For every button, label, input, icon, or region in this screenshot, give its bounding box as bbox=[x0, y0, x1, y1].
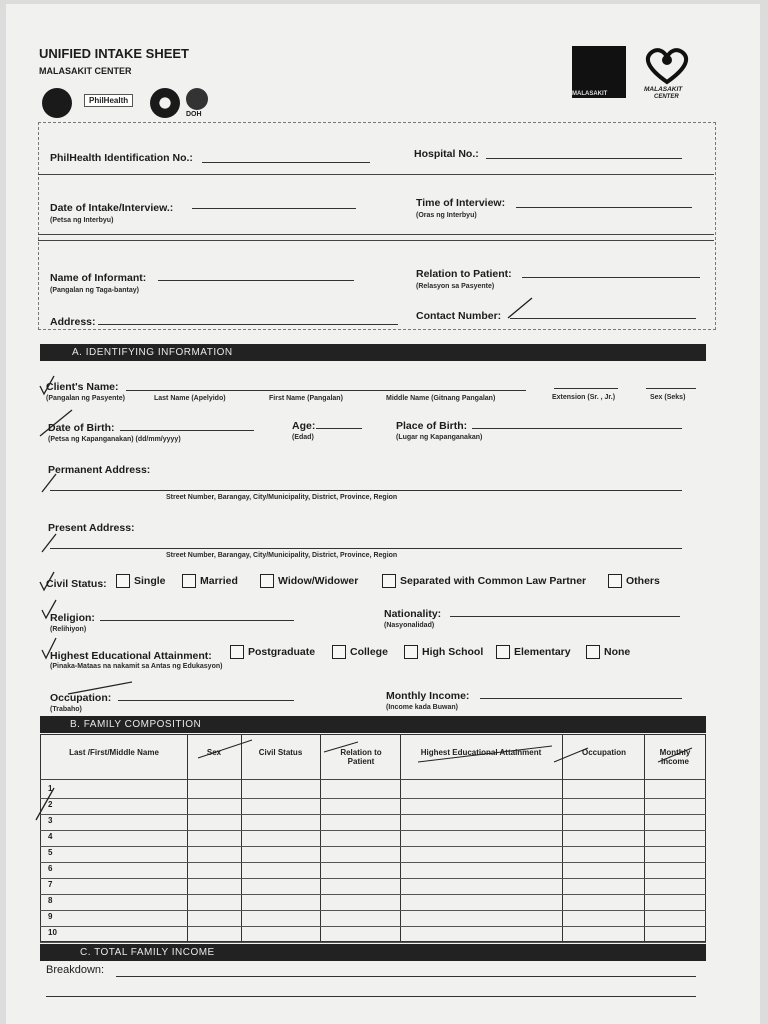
date-intake-label: Date of Intake/Interview.: bbox=[50, 202, 174, 214]
row-number: 3 bbox=[48, 816, 53, 825]
address-label: Address: bbox=[50, 316, 96, 328]
dob-tl: (Petsa ng Kapanganakan) (dd/mm/yyyy) bbox=[48, 436, 181, 443]
row-number: 5 bbox=[48, 848, 53, 857]
breakdown-label: Breakdown: bbox=[46, 964, 105, 976]
check-mark bbox=[506, 294, 536, 320]
middle-name-hint: Middle Name (Gitnang Pangalan) bbox=[386, 395, 496, 402]
check-mark bbox=[656, 746, 696, 764]
col-header-monthly-income: Monthly Income bbox=[659, 748, 691, 766]
religion-label: Religion: bbox=[50, 612, 95, 624]
education-option-none[interactable]: None bbox=[586, 645, 630, 659]
nationality-tl: (Nasyonalidad) bbox=[384, 622, 435, 629]
philhealth-id-label: PhilHealth Identification No.: bbox=[50, 152, 193, 164]
row-number: 4 bbox=[48, 832, 53, 841]
civil-option-others[interactable]: Others bbox=[608, 574, 660, 588]
table-row[interactable] bbox=[40, 894, 706, 895]
checkbox[interactable] bbox=[496, 645, 510, 659]
permanent-address-field[interactable] bbox=[50, 490, 682, 491]
contact-label: Contact Number: bbox=[416, 310, 502, 322]
present-address-field[interactable] bbox=[50, 548, 682, 549]
civil-option-widow[interactable]: Widow/Widower bbox=[260, 574, 358, 588]
address-field[interactable] bbox=[98, 324, 398, 325]
section-a-heading: A. IDENTIFYING INFORMATION bbox=[40, 344, 706, 361]
dob-label: Date of Birth: bbox=[48, 422, 115, 434]
table-row[interactable] bbox=[40, 814, 706, 815]
checkbox[interactable] bbox=[586, 645, 600, 659]
philhealth-id-field[interactable] bbox=[202, 162, 370, 163]
age-label: Age: bbox=[292, 420, 316, 432]
relation-tl: (Relasyon sa Pasyente) bbox=[416, 283, 495, 290]
table-row[interactable] bbox=[40, 830, 706, 831]
occupation-label: Occupation: bbox=[50, 692, 112, 704]
education-option-elementary[interactable]: Elementary bbox=[496, 645, 571, 659]
check-mark bbox=[40, 532, 60, 554]
checkbox[interactable] bbox=[608, 574, 622, 588]
time-interview-label: Time of Interview: bbox=[416, 197, 506, 209]
nationality-label: Nationality: bbox=[384, 608, 442, 620]
civil-status-label: Civil Status: bbox=[46, 578, 107, 590]
dob-field[interactable] bbox=[120, 430, 254, 431]
doh-logo-text: DOH bbox=[186, 111, 202, 118]
col-header-occupation: Occupation bbox=[581, 748, 626, 757]
hospital-no-label: Hospital No.: bbox=[414, 148, 479, 160]
check-mark bbox=[34, 786, 58, 822]
row-number: 9 bbox=[48, 912, 53, 921]
row-number: 1 bbox=[48, 784, 53, 793]
row-number: 7 bbox=[48, 880, 53, 889]
education-tl: (Pinaka-Mataas na nakamit sa Antas ng Edukasyon) bbox=[50, 663, 223, 670]
doh-seal-logo bbox=[186, 88, 208, 110]
client-name-field[interactable] bbox=[126, 390, 526, 391]
table-row[interactable] bbox=[40, 846, 706, 847]
check-mark bbox=[66, 680, 136, 696]
table-header-divider bbox=[40, 779, 706, 780]
checkbox[interactable] bbox=[182, 574, 196, 588]
time-interview-tl: (Oras ng Interbyu) bbox=[416, 212, 477, 219]
breakdown-field-2[interactable] bbox=[46, 996, 696, 997]
row-number: 2 bbox=[48, 800, 53, 809]
form-subtitle: MALASAKIT CENTER bbox=[39, 66, 132, 76]
row-number: 8 bbox=[48, 896, 53, 905]
checkbox[interactable] bbox=[116, 574, 130, 588]
extension-hint: Extension (Sr. , Jr.) bbox=[552, 394, 616, 401]
age-tl: (Edad) bbox=[292, 434, 314, 441]
pob-field[interactable] bbox=[472, 428, 682, 429]
client-name-tl: (Pangalan ng Pasyente) bbox=[46, 395, 125, 402]
malasakit-right-text-bottom: CENTER bbox=[654, 94, 679, 100]
extension-field[interactable] bbox=[554, 388, 618, 389]
col-header-name: Last /First/Middle Name bbox=[69, 748, 159, 757]
religion-field[interactable] bbox=[100, 620, 294, 621]
section-c-heading: C. TOTAL FAMILY INCOME bbox=[40, 944, 706, 961]
monthly-income-tl: (Income kada Buwan) bbox=[386, 704, 458, 711]
informant-tl: (Pangalan ng Taga-bantay) bbox=[50, 287, 139, 294]
civil-option-single[interactable]: Single bbox=[116, 574, 166, 588]
sex-field[interactable] bbox=[646, 388, 696, 389]
education-option-highschool[interactable]: High School bbox=[404, 645, 483, 659]
checkbox[interactable] bbox=[382, 574, 396, 588]
table-row[interactable] bbox=[40, 862, 706, 863]
religion-tl: (Relihiyon) bbox=[50, 626, 87, 633]
divider bbox=[38, 174, 714, 175]
malasakit-right-text-top: MALASAKIT bbox=[644, 86, 683, 93]
table-row[interactable] bbox=[40, 910, 706, 911]
informant-label: Name of Informant: bbox=[50, 272, 147, 284]
sex-hint: Sex (Seks) bbox=[650, 394, 686, 401]
date-intake-field[interactable] bbox=[192, 208, 356, 209]
last-name-hint: Last Name (Apelyido) bbox=[154, 395, 226, 402]
breakdown-field[interactable] bbox=[116, 976, 696, 977]
checkbox[interactable] bbox=[404, 645, 418, 659]
intake-sheet-page bbox=[6, 4, 760, 1024]
age-field[interactable] bbox=[316, 428, 362, 429]
informant-field[interactable] bbox=[158, 280, 354, 281]
check-mark bbox=[552, 746, 592, 764]
nationality-field[interactable] bbox=[450, 616, 680, 617]
relation-field[interactable] bbox=[522, 277, 700, 278]
education-label: Highest Educational Attainment: bbox=[50, 650, 212, 662]
seal-logo bbox=[42, 88, 72, 118]
civil-option-separated[interactable]: Separated with Common Law Partner bbox=[382, 574, 586, 588]
date-intake-tl: (Petsa ng Interbyu) bbox=[50, 217, 114, 224]
malasakit-logo-left-text: MALASAKIT bbox=[572, 91, 608, 97]
checkbox[interactable] bbox=[332, 645, 346, 659]
education-option-postgraduate[interactable]: Postgraduate bbox=[230, 645, 315, 659]
present-address-hint: Street Number, Barangay, City/Municipality, District, Province, Region bbox=[166, 552, 398, 559]
occupation-tl: (Trabaho) bbox=[50, 706, 82, 713]
row-number: 6 bbox=[48, 864, 53, 873]
table-row[interactable] bbox=[40, 798, 706, 799]
form-title: UNIFIED INTAKE SHEET bbox=[39, 46, 189, 61]
table-row[interactable] bbox=[40, 926, 706, 927]
time-interview-field[interactable] bbox=[516, 207, 692, 208]
col-header-relation: Relation to Patient bbox=[340, 748, 382, 766]
relation-label: Relation to Patient: bbox=[416, 268, 512, 280]
col-header-education: Highest Educational Attainment bbox=[420, 748, 542, 757]
check-mark bbox=[322, 740, 362, 754]
hospital-no-field[interactable] bbox=[486, 158, 682, 159]
divider bbox=[38, 240, 714, 241]
checkbox[interactable] bbox=[260, 574, 274, 588]
pob-tl: (Lugar ng Kapanganakan) bbox=[396, 434, 483, 441]
pob-label: Place of Birth: bbox=[396, 420, 468, 432]
occupation-field[interactable] bbox=[118, 700, 294, 701]
contact-field[interactable] bbox=[510, 318, 696, 319]
malasakit-heart-logo bbox=[642, 46, 692, 86]
col-header-civil-status: Civil Status bbox=[258, 748, 303, 757]
check-mark bbox=[196, 738, 256, 760]
philhealth-logo: PhilHealth bbox=[84, 94, 133, 107]
civil-option-married[interactable]: Married bbox=[182, 574, 238, 588]
client-name-label: Client's Name: bbox=[46, 381, 119, 393]
permanent-address-label: Permanent Address: bbox=[48, 464, 151, 476]
first-name-hint: First Name (Pangalan) bbox=[269, 395, 343, 402]
col-header-sex: Sex bbox=[206, 748, 222, 757]
present-address-label: Present Address: bbox=[48, 522, 135, 534]
table-row[interactable] bbox=[40, 878, 706, 879]
monthly-income-label: Monthly Income: bbox=[386, 690, 470, 702]
table-row[interactable] bbox=[40, 942, 706, 943]
monthly-income-field[interactable] bbox=[480, 698, 682, 699]
check-mark bbox=[416, 744, 556, 764]
permanent-address-hint: Street Number, Barangay, City/Municipality, District, Province, Region bbox=[166, 494, 398, 501]
agency-seal-logo bbox=[150, 88, 180, 118]
education-option-college[interactable]: College bbox=[332, 645, 388, 659]
checkbox[interactable] bbox=[230, 645, 244, 659]
section-b-heading: B. FAMILY COMPOSITION bbox=[40, 716, 706, 733]
divider bbox=[38, 234, 714, 235]
row-number: 10 bbox=[48, 928, 57, 937]
